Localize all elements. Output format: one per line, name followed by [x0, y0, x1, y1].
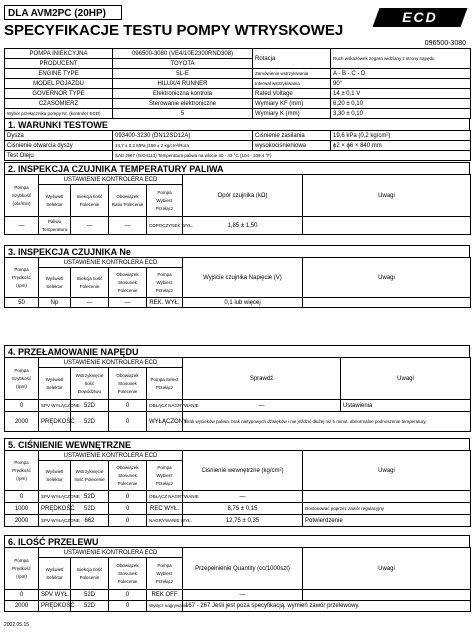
col-header: Uwagi	[303, 175, 471, 217]
col-header: Iniekcja Ilość Polecenie	[71, 268, 109, 298]
cell: REC WYŁ.	[147, 503, 183, 515]
info-value: TOYOTA	[113, 59, 253, 69]
section-3-title: 3. INSPEKCJA CZUJNIKA Ne	[4, 245, 470, 257]
info-label: MODEL POJAZDU	[5, 79, 113, 89]
table-row	[5, 217, 471, 235]
info-value: 6,20 ± 0,10	[331, 99, 471, 109]
col-header: Wstrzyknięcie Ilość Polecenie	[71, 461, 109, 491]
cell: NAGRYWANIE WYŁ.	[147, 515, 183, 527]
cell: OBŁĄCZ NAGRYWANIE	[147, 491, 183, 503]
cell	[303, 217, 471, 235]
info-value: 3,30 ± 0,10	[331, 109, 471, 119]
col-header: Wstrzyknięcie Ilość Dowództwo	[71, 368, 109, 400]
info-value: 90°	[331, 79, 471, 89]
cell: 8,75 ± 0,15	[183, 503, 303, 515]
cell: —	[71, 298, 109, 308]
cond-value: 19,6 kPa (0,2 kg/cm²)	[331, 131, 471, 141]
col-header: Sprawdź	[183, 358, 341, 400]
info-label: GOVERNOR TYPE	[5, 89, 113, 99]
cell: REK. WYŁ.	[147, 298, 183, 308]
cell: 0	[109, 503, 147, 515]
cond-label: Dysza	[5, 131, 113, 141]
table-row	[5, 515, 471, 527]
info-label: Wymiary K (mm)	[253, 109, 331, 119]
cell: SPV WYŁĄCZONE	[39, 491, 71, 503]
fuel-temp-table	[4, 174, 471, 235]
table-row	[5, 400, 471, 412]
cell: Potwierdzenie	[303, 515, 471, 527]
cond-value: 093400-3230 (DN12SD12A)	[113, 131, 253, 141]
info-label: PRODUCENT	[5, 59, 113, 69]
cell: —	[109, 298, 147, 308]
cell: 52D	[71, 491, 109, 503]
cell	[303, 491, 471, 503]
cond-label: Test Oleju	[5, 151, 113, 161]
cell: Dostosować poprzez zawór regulacyjny	[303, 503, 471, 515]
info-value: 5L-E	[113, 69, 253, 79]
cell: 1,85 ± 1,50	[183, 217, 303, 235]
col-header: Uwagi	[341, 358, 471, 400]
col-header: Wyświetl Selektor	[39, 185, 71, 217]
cell: Ustawienia	[341, 400, 471, 412]
col-header: Obowiązek Stosunek Polecenie	[109, 558, 147, 590]
ecd-logo: ECD	[372, 8, 468, 27]
cell: 52D	[71, 590, 109, 601]
table-row	[5, 491, 471, 503]
cell: ODPOCZYNEK WYŁ.	[147, 217, 183, 235]
cell: REK OFF	[147, 590, 183, 601]
cell: PRĘDKOŚĆ	[39, 412, 71, 432]
info-value: Elektroniczna kontrola	[113, 89, 253, 99]
cell: 52D	[71, 601, 109, 612]
group-header: USTAWIENIE KONTROLERA ECD	[39, 358, 183, 368]
cell: Wyłącz nagrywanie	[147, 601, 183, 612]
cond-label: Ciśnienie otwarcia dyszy	[5, 141, 113, 151]
col-header: Iniekcja Ilość Polecenie	[71, 185, 109, 217]
col-header: Wyświetl Selektor	[39, 558, 71, 590]
cond-value: SAE J967 (ISO4113) Temperatura paliwa na wlocie 40 - 43 °C (104 - 109.4 °F)	[113, 151, 471, 161]
info-value: 14 ± 0,1 V	[331, 89, 471, 99]
section-5-title: 5. CIŚNIENIE WEWNĘTRZNE	[4, 438, 470, 450]
col-header: Wyjście czujnika Napięcie (V)	[183, 258, 303, 298]
col-header: Uwagi	[303, 258, 471, 298]
cell: 0	[5, 590, 39, 601]
info-value: 096500-3080 (VE4/10E2300RND308)	[113, 49, 253, 59]
cell: 0	[109, 412, 147, 432]
table-row	[5, 503, 471, 515]
col-header: Pompa Szybkość (rpm)	[5, 358, 39, 400]
info-label: Wybór przełącznika pompy Nr. (kontroler ECD)	[5, 109, 113, 119]
col-header: Wyświetl Selektor	[39, 461, 71, 491]
info-value: 5	[113, 109, 253, 119]
info-value: A - B - C - D	[331, 69, 471, 79]
info-label: Zamówienie wstrzykiwania	[253, 69, 331, 79]
model-label: DLA AVM2PC (20HP)	[4, 5, 122, 20]
cond-value: 14,7 ± 0,2 MPa (150 ± 2 kg/cm²/Rura	[113, 141, 253, 151]
cell: 167 - 267 Jeśli jest poza specyfikacją, wymień zawór przelewowy.	[183, 601, 471, 612]
info-table	[4, 48, 471, 119]
info-value: HILUX/4 RUNNER	[113, 79, 253, 89]
cell: 662	[71, 515, 109, 527]
group-header: USTAWIENIE KONTROLERA ECD	[39, 258, 183, 268]
cond-label: Ciśnienie zasilania	[253, 131, 331, 141]
cell: 52D	[71, 400, 109, 412]
cell: 0	[5, 491, 39, 503]
col-header: Wyświetl Selektor	[39, 368, 71, 400]
cell: 52D	[71, 503, 109, 515]
cell: 12,75 ± 0,35	[183, 515, 303, 527]
cell: 0	[109, 491, 147, 503]
table-row	[5, 601, 471, 612]
info-label: Wymiary KF (mm)	[253, 99, 331, 109]
page-title: SPECYFIKACJE TESTU POMPY WTRYSKOWEJ	[4, 22, 344, 39]
cond-label: wysokociśnieniowa	[253, 141, 331, 151]
group-header: USTAWIENIE KONTROLERA ECD	[39, 548, 183, 558]
doc-number: 096500-3080	[424, 40, 466, 47]
col-header: Obowiązek Stosunek Polecenie	[109, 368, 147, 400]
cell: Paliwo Temperatura	[39, 217, 71, 235]
cell: 0,1 lub więcej	[183, 298, 303, 308]
cell: 2000	[5, 515, 39, 527]
cell: 0	[109, 400, 147, 412]
footer-date: 2002.05.15	[4, 622, 30, 628]
col-header: Przepełnienie Quantity (cc/1000szt)	[183, 548, 303, 590]
cond-value: ϕ2 × ϕ6 × 840 mm	[331, 141, 471, 151]
info-label: POMPA INIEKCYJNA	[5, 49, 113, 59]
overflow-table	[4, 547, 471, 612]
table-row	[5, 590, 471, 601]
drive-override-table	[4, 357, 471, 432]
col-header: Uwagi	[303, 548, 471, 590]
cell: —	[183, 400, 341, 412]
cell: PRĘDKOŚĆ	[39, 503, 71, 515]
col-header: Iniekcja Ilość Polecenie	[71, 558, 109, 590]
table-row	[5, 412, 471, 432]
col-header: Opór czujnika (kΩ)	[183, 175, 303, 217]
cell: —	[109, 217, 147, 235]
cell: —	[183, 491, 303, 503]
cell: 0	[109, 601, 147, 612]
col-header: Uwagi	[303, 451, 471, 491]
section-4-title: 4. PRZEŁAMOWANIE NAPĘDU	[4, 345, 470, 357]
col-header: Obowiązek Stosunek Polecenie	[109, 268, 147, 298]
cell: 0	[109, 590, 147, 601]
cell: PRĘDKOŚĆ	[39, 601, 71, 612]
internal-pressure-table	[4, 450, 471, 527]
info-value: Sterowanie elektroniczne	[113, 99, 253, 109]
cell: 0	[5, 400, 39, 412]
section-2-title: 2. INSPEKCJA CZUJNIKA TEMPERATURY PALIWA	[4, 162, 470, 174]
col-header: Obowiązek Stosunek Polecenie	[109, 461, 147, 491]
cell	[303, 590, 471, 601]
col-header: Obowiązek Ratio Polecenie	[109, 185, 147, 217]
cell	[303, 298, 471, 308]
cell: Np	[39, 298, 71, 308]
cell: WYŁĄCZONY	[147, 412, 183, 432]
group-header: USTAWIENIE KONTROLERA ECD	[39, 451, 183, 461]
cell: —	[5, 217, 39, 235]
col-header: Pompa Wybierz Przełącz	[147, 268, 183, 298]
group-header: USTAWIENIE KONTROLERA ECD	[39, 175, 183, 185]
col-header: Pompa Prędkość (rpm)	[5, 548, 39, 590]
cell: 1000	[5, 503, 39, 515]
info-label: CZASOMIERZ	[5, 99, 113, 109]
test-conditions-table	[4, 130, 471, 161]
cell: 50	[5, 298, 39, 308]
cell: SPV WYŁĄCZONE	[39, 400, 71, 412]
col-header: Pompa Prędkość (rpm)	[5, 258, 39, 298]
section-6-title: 6. ILOŚĆ PRZELEWU	[4, 535, 470, 547]
info-label: Rated Voltage	[253, 89, 331, 99]
section-1-title: 1. WARUNKI TESTOWE	[4, 118, 470, 130]
cell: 0	[109, 515, 147, 527]
cell: OBŁĄCZ NAGRYWANIE	[147, 400, 183, 412]
cell: SPV WYŁĄCZONE	[39, 515, 71, 527]
ne-sensor-table	[4, 257, 471, 308]
cell: —	[183, 590, 303, 601]
cell: —	[71, 217, 109, 235]
col-header: Pompa Szybkość (obr/min)	[5, 175, 39, 217]
col-header: Pompa Select Przełącz	[147, 368, 183, 400]
cell: Brak wycieków paliwa, brak nietypowych dźwięków i nie jeździć dłużej niż 5 minut. abnormalne podnoszenie temperatury.	[183, 412, 471, 432]
info-label: Interwał wstrzykiwania	[253, 79, 331, 89]
cell: 2000	[5, 412, 39, 432]
table-row	[5, 298, 471, 308]
col-header: Pompa Prędkość (rpm)	[5, 451, 39, 491]
col-header: Pompa Wybierz Przełącz	[147, 185, 183, 217]
col-header: Pompa Wybierz Przełącz	[147, 558, 183, 590]
col-header: Pompa Wybierz Przełącz	[147, 461, 183, 491]
cell: 52D	[71, 412, 109, 432]
info-label: Rotacja	[253, 49, 331, 69]
col-header: Ciśnienie wewnętrzne (kg/cm²)	[183, 451, 303, 491]
info-value: Ruch wskazówek zegara widziany z strony napędu	[331, 49, 471, 69]
col-header: Wyświetl Selektor	[39, 268, 71, 298]
info-label: ENGINE TYPE	[5, 69, 113, 79]
cell: SPV WYŁ.	[39, 590, 71, 601]
cell: 2000	[5, 601, 39, 612]
